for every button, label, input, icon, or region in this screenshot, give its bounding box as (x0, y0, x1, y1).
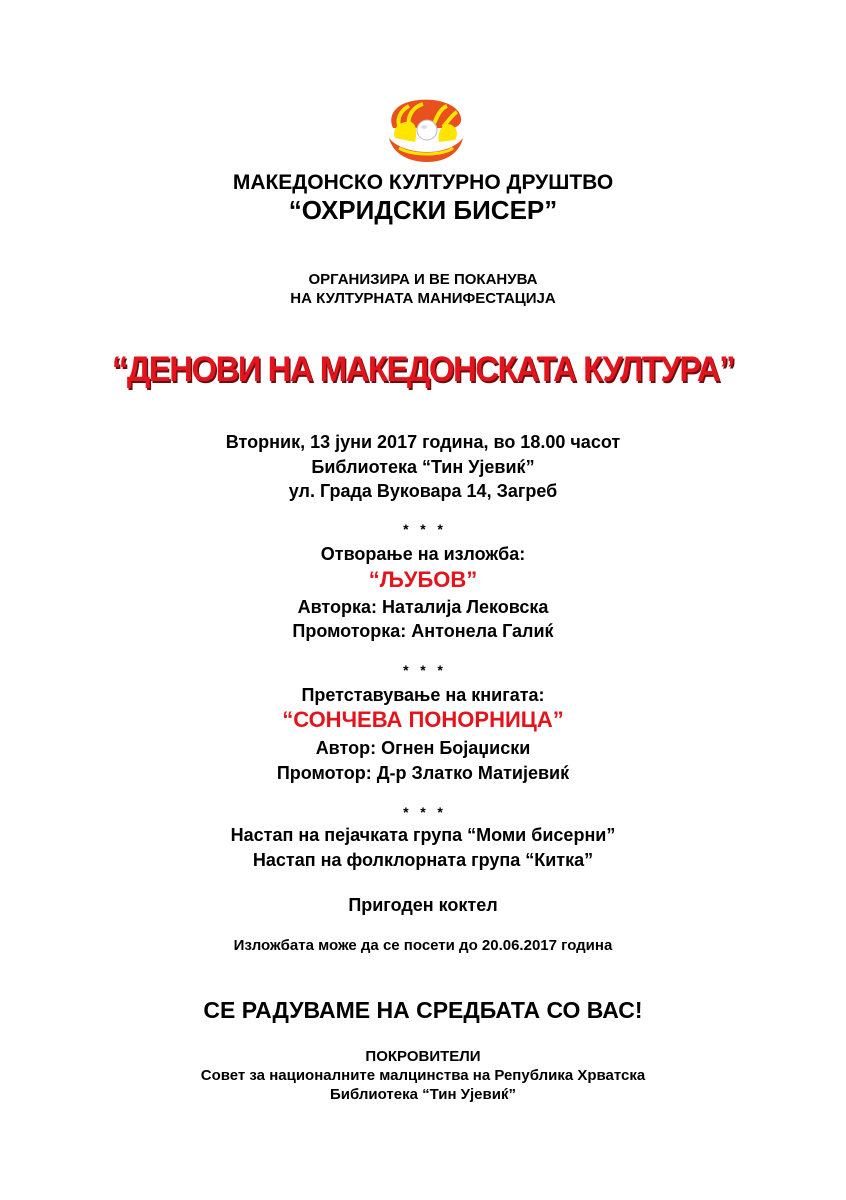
separator: * * * (403, 804, 443, 820)
book-title: “СОНЧЕВА ПОНОРНИЦА” (282, 707, 564, 732)
sponsor-line1: Совет за националните малцинства на Република Хрватска (200, 1067, 646, 1084)
exhibition-heading: Отворање на изложба: (320, 544, 526, 564)
performance-line1: Настап на пејачката група “Моми бисерни” (230, 825, 616, 845)
exhibition-visit-note: Изложбата може да се посети до 20.06.2017 година (233, 937, 613, 954)
cocktail-note: Пригоден коктел (348, 895, 498, 915)
sponsors-heading: ПОКРОВИТЕЛИ (365, 1048, 481, 1065)
festival-title: “ДЕНОВИ НА МАКЕДОНСКАТА КУЛТУРА” (111, 350, 735, 389)
event-venue: Библиотека “Тин Ујевиќ” (311, 457, 535, 477)
separator: * * * (403, 521, 443, 537)
invitation-line1: ОРГАНИЗИРА И ВЕ ПОКАНУВА (308, 271, 538, 288)
book-author: Автор: Огнен Бојаџиски (315, 738, 531, 758)
invitation-line2: НА КУЛТУРНАТА МАНИФЕСТАЦИЈА (290, 290, 556, 307)
sponsor-line2: Библиотека “Тин Ујевиќ” (330, 1086, 516, 1103)
closing-message: СЕ РАДУВАМЕ НА СРЕДБАТА СО ВАС! (203, 997, 643, 1023)
performance-line2: Настап на фолклорната група “Китка” (252, 850, 594, 870)
pearl-shell-logo-icon (385, 98, 465, 164)
exhibition-promoter: Промоторка: Антонела Галиќ (292, 621, 554, 641)
book-heading: Претставување на книгата: (301, 685, 545, 705)
event-datetime: Вторник, 13 јуни 2017 година, во 18.00 часот (225, 432, 621, 452)
book-promoter: Промотор: Д-р Златко Матијевиќ (276, 763, 570, 783)
event-address: ул. Града Вуковара 14, Загреб (288, 481, 558, 501)
exhibition-author: Авторка: Наталија Лековска (297, 597, 549, 617)
society-name-line1: МАКЕДОНСКО КУЛТУРНО ДРУШТВО (232, 171, 614, 194)
separator: * * * (403, 662, 443, 678)
society-name-line2: “ОХРИДСКИ БИСЕР” (288, 195, 558, 225)
exhibition-title: “ЉУБОВ” (368, 567, 478, 592)
